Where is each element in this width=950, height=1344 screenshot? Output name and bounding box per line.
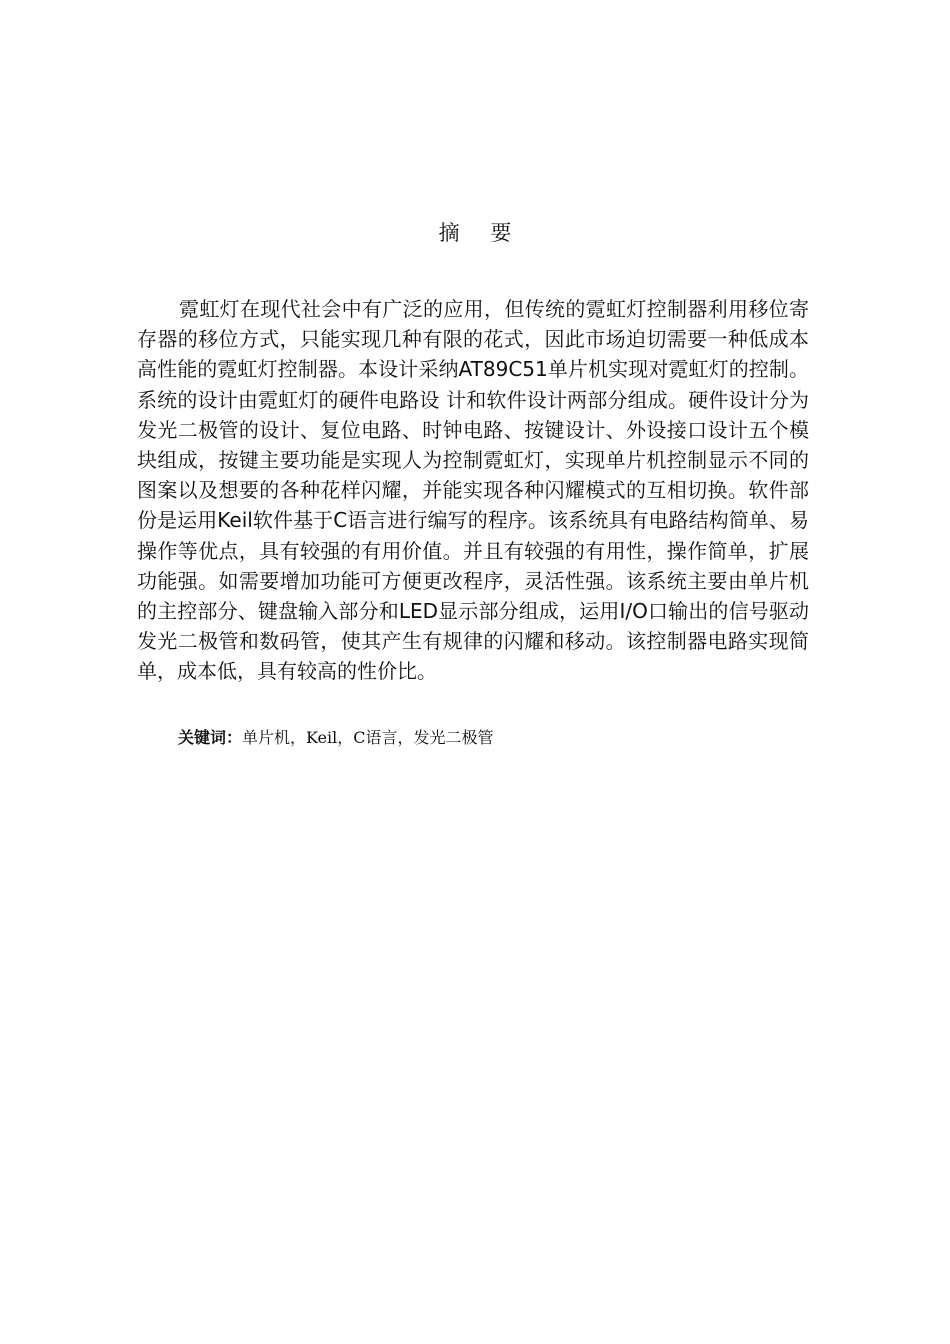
page-title: 摘 要 (438, 221, 524, 245)
keywords-label: 关键词： (178, 728, 243, 747)
abstract-paragraph: 霓虹灯在现代社会中有广泛的应用，但传统的霓虹灯控制器利用移位寄存器的移位方式，只能实现几种有限的花式，因此市场迫切需要一种低成本高性能的霓虹灯控制器。本设计采纳AT89C51单片机实现对霓虹灯的控制。系统的设计由霓虹灯的硬件电路设 计和软件设计两部分组成。硬件设计分为发光二极管的设计、复位电路、时钟电路、按键设计、外设接口设计五个模块组成，按键主要功能是实现人为控制霓虹灯，实现单片机控制显示不同的图案以及想要的各种花样闪耀，并能实现各种闪耀模式的互相切换。软件部份是运用Keil软件基于C语言进行编写的程序。该系统具有电路结构简单、易操作等优点，具有较强的有用价值。并且有较强的有用性，操作简单，扩展功能强。如需要增加功能可方便更改程序，灵活性强。该系统主要由单片机的主控部分、键盘输入部分和LED显示部分组成，运用I/O口输出的信号驱动发光二极管和数码管，使其产生有规律的闪耀和移动。该控制器电路实现简单，成本低，具有较高的性价比。 (137, 297, 809, 684)
keywords-line (178, 725, 494, 751)
keywords-value: 单片机，Keil，C语言，发光二极管 (242, 728, 494, 747)
